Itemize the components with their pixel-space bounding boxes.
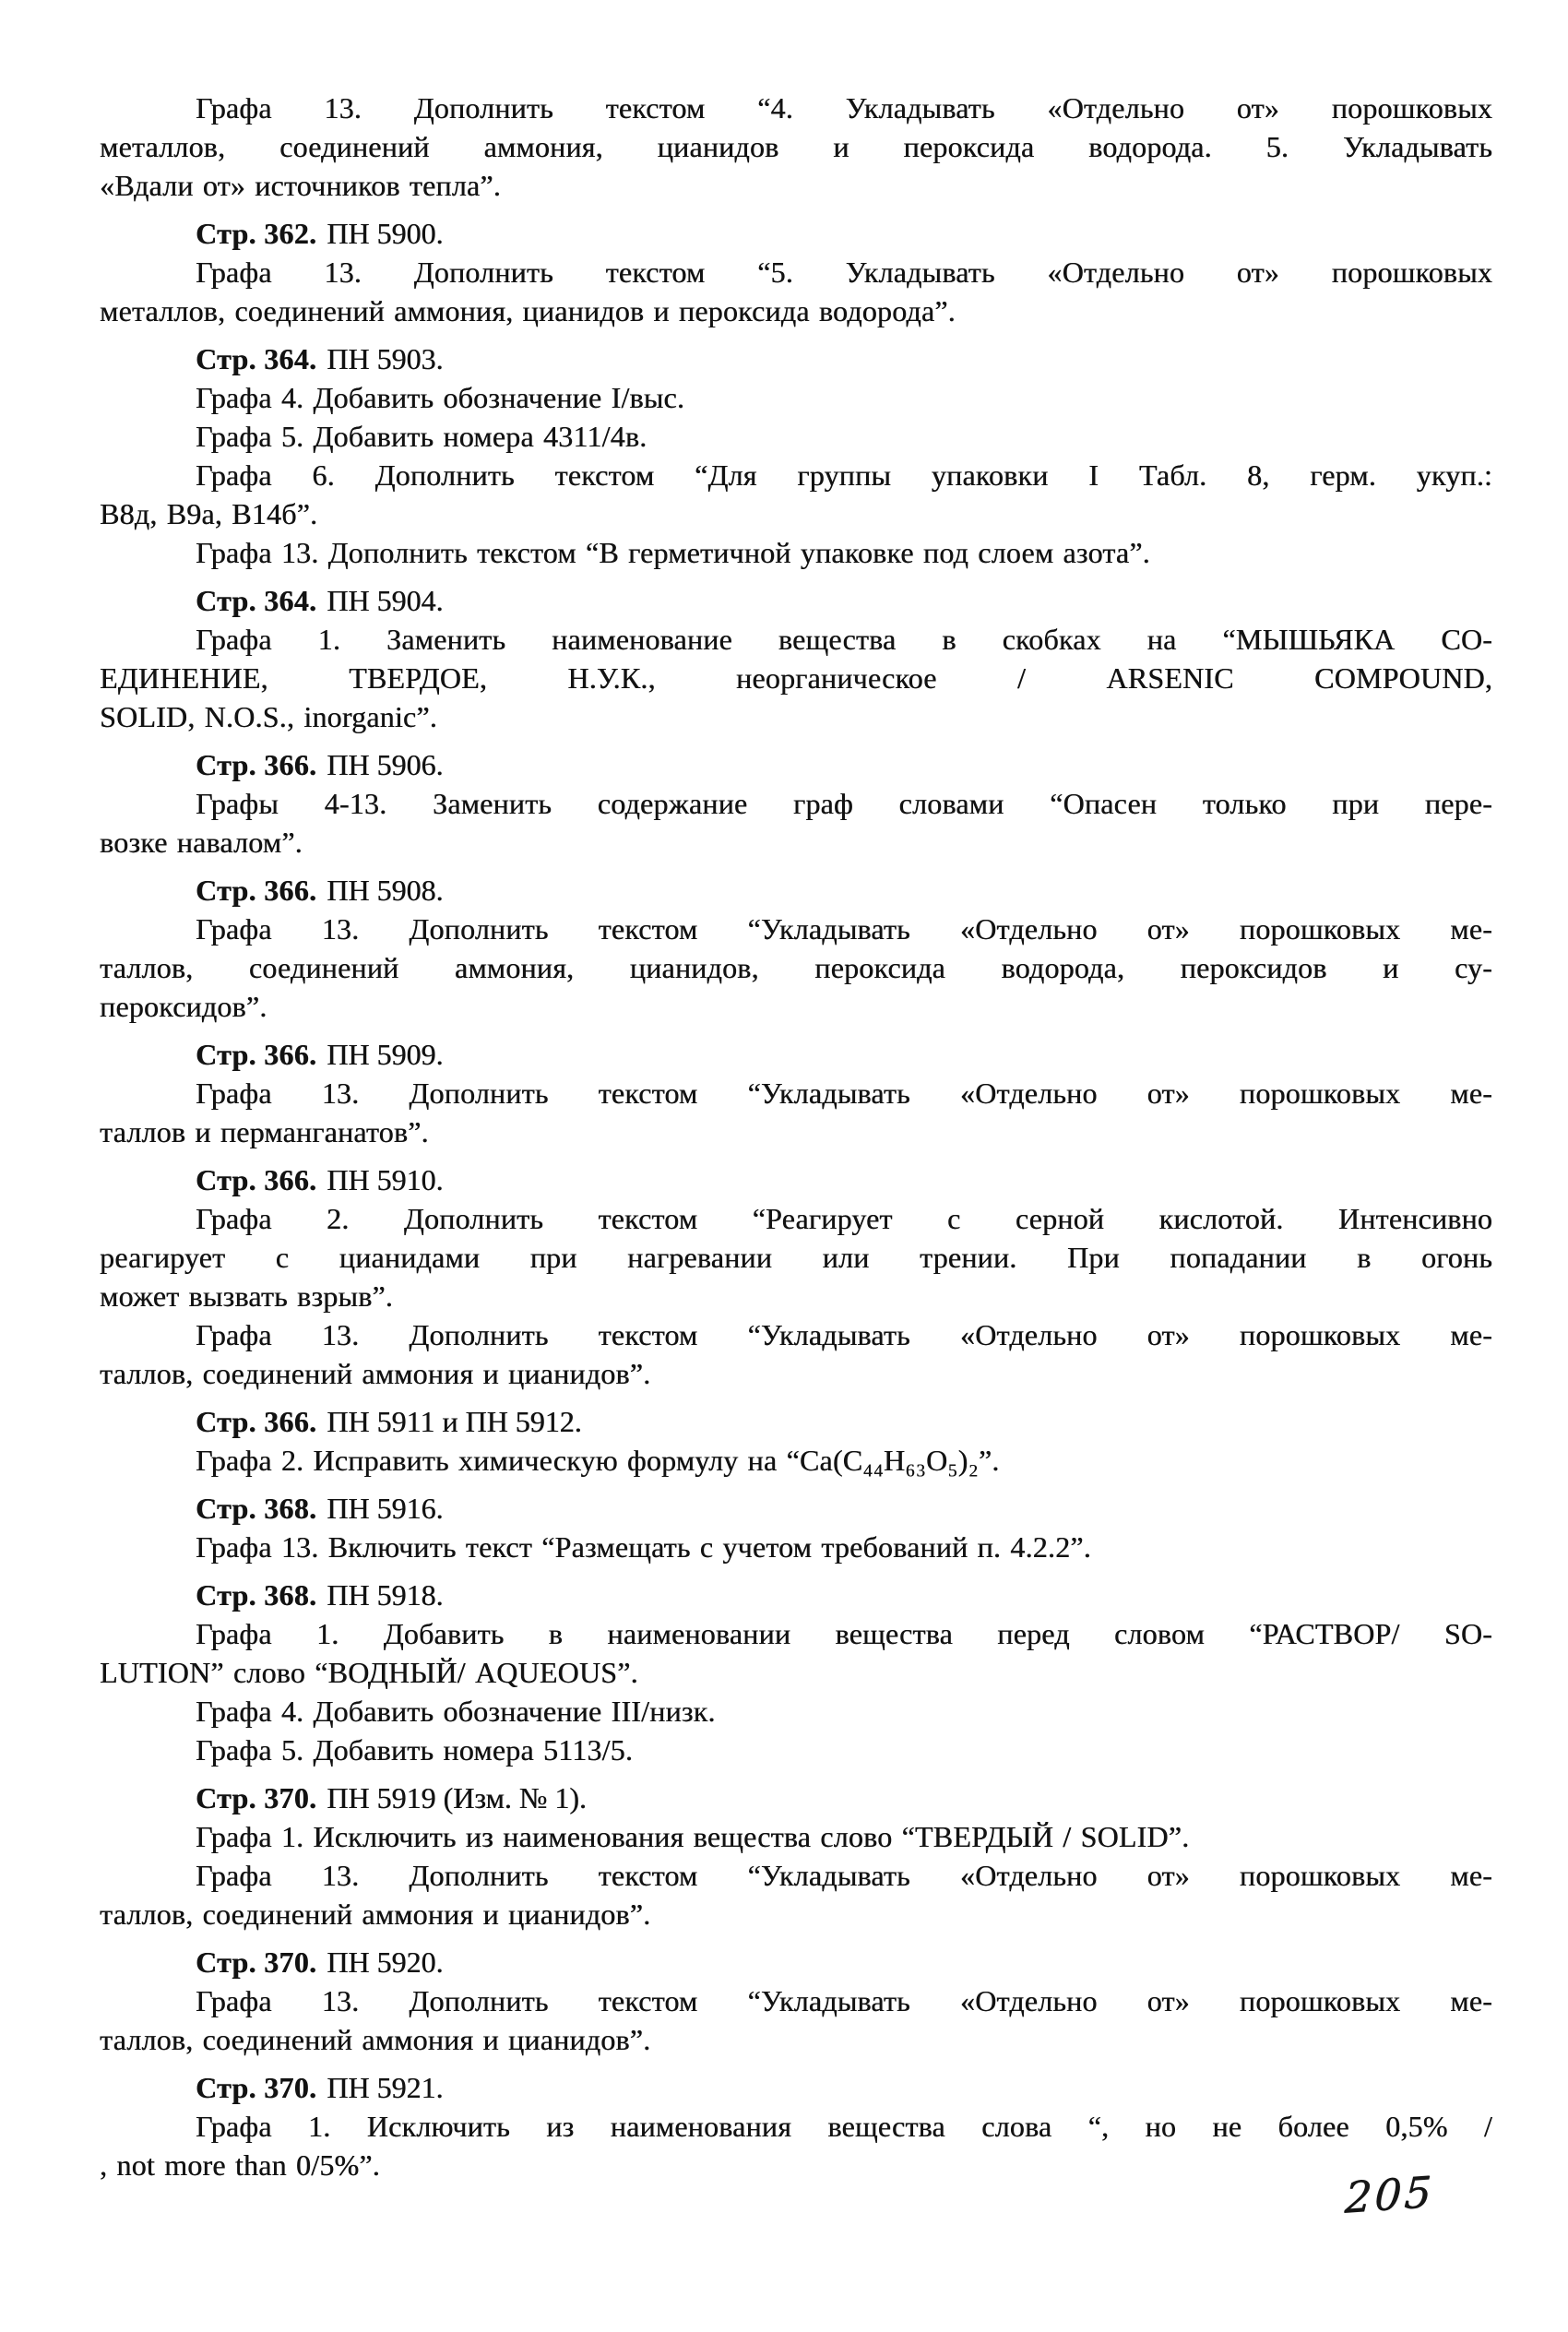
paragraph-line: Графа 1. Исключить из наименования вещества слова “, но не более 0,5% /	[196, 2110, 1492, 2143]
paragraph-line: Графа 5. Добавить номера 4311/4в.	[196, 420, 647, 453]
section-heading-page-ref: Стр. 366.	[196, 1038, 317, 1071]
section-heading-page-ref: Стр. 370.	[196, 1781, 317, 1814]
paragraph-line: Графа 13. Дополнить текстом “Укладывать «Отдельно от» порошковых ме-	[196, 912, 1492, 946]
section-heading	[100, 1576, 1492, 1614]
section-heading-item-ref: ПН 5910.	[327, 1163, 444, 1196]
paragraph-line: пероксидов”.	[100, 990, 267, 1023]
paragraph-line: Графа 6. Дополнить текстом “Для группы упаковки I Табл. 8, герм. укуп.:	[196, 458, 1492, 492]
section-heading	[100, 1402, 1492, 1441]
section-heading	[100, 339, 1492, 378]
paragraph-line: Графа 13. Дополнить текстом “Укладывать «Отдельно от» порошковых ме-	[196, 1984, 1492, 2017]
paragraph-line: Графа 13. Дополнить текстом “4. Укладывать «Отдельно от» порошковых	[196, 91, 1492, 125]
paragraph-line: Графа 1. Исключить из наименования вещества слово “ТВЕРДЫЙ / SOLID”.	[196, 1820, 1190, 1853]
paragraph-line: Графы 4-13. Заменить содержание граф словами “Опасен только при пере-	[196, 787, 1492, 820]
section-heading-page-ref: Стр. 364.	[196, 584, 317, 617]
paragraph-line: Графа 13. Дополнить текстом “Укладывать «Отдельно от» порошковых ме-	[196, 1318, 1492, 1351]
section-heading-page-ref: Стр. 368.	[196, 1578, 317, 1612]
section-heading-page-ref: Стр. 366.	[196, 874, 317, 907]
paragraph-line: реагирует с цианидами при нагревании или трении. При попадании в огонь	[100, 1241, 1492, 1274]
section-heading-item-ref: ПН 5916.	[327, 1492, 444, 1525]
paragraph-line: Графа 13. Дополнить текстом “Укладывать «Отдельно от» порошковых ме-	[196, 1077, 1492, 1110]
section-heading-item-ref: ПН 5911 и ПН 5912.	[327, 1405, 582, 1438]
paragraph-line: Графа 4. Добавить обозначение III/низк.	[196, 1695, 716, 1728]
section-heading	[100, 1160, 1492, 1199]
section-heading-page-ref: Стр. 366.	[196, 748, 317, 781]
paragraph-line: Графа 13. Дополнить текстом “5. Укладывать «Отдельно от» порошковых	[196, 256, 1492, 289]
paragraph-line: Графа 4. Добавить обозначение I/выс.	[196, 381, 685, 414]
section-heading-item-ref: ПН 5900.	[327, 217, 444, 250]
paragraph-line: В8д, В9а, В14б”.	[100, 497, 318, 530]
section-heading	[100, 1779, 1492, 1817]
section-heading	[100, 745, 1492, 784]
section-heading-item-ref: ПН 5918.	[327, 1578, 444, 1612]
section-heading	[100, 2068, 1492, 2107]
paragraph-line: Графа 1. Добавить в наименовании вещества перед словом “РАСТВОР/ SO-	[196, 1617, 1492, 1650]
paragraph-line: Графа 13. Дополнить текстом “Укладывать «Отдельно от» порошковых ме-	[196, 1859, 1492, 1892]
handwritten-page-number: 205	[1343, 2166, 1436, 2223]
paragraph-line: Графа 5. Добавить номера 5113/5.	[196, 1733, 634, 1767]
section-heading	[100, 1943, 1492, 1981]
paragraph-line: металлов, соединений аммония, цианидов и пероксида водорода. 5. Укладывать	[100, 130, 1492, 163]
paragraph-line: Графа 13. Включить текст “Размещать с учетом требований п. 4.2.2”.	[196, 1530, 1091, 1564]
paragraph-line: ЕДИНЕНИЕ, ТВЕРДОЕ, Н.У.К., неорганическое / ARSENIC COMPOUND,	[100, 661, 1492, 695]
paragraph-line: таллов и перманганатов”.	[100, 1115, 429, 1148]
section-heading-page-ref: Стр. 366.	[196, 1163, 317, 1196]
section-heading-item-ref: ПН 5908.	[327, 874, 444, 907]
section-heading	[100, 214, 1492, 253]
section-heading-item-ref: ПН 5909.	[327, 1038, 444, 1071]
paragraph-line: Графа 13. Дополнить текстом “В герметичной упаковке под слоем азота”.	[196, 536, 1150, 569]
paragraph-line: SOLID, N.O.S., inorganic”.	[100, 700, 437, 733]
section-heading-page-ref: Стр. 362.	[196, 217, 317, 250]
section-heading-item-ref: ПН 5921.	[327, 2071, 444, 2104]
paragraph-line: LUTION” слово “ВОДНЫЙ/ AQUEOUS”.	[100, 1656, 638, 1689]
section-heading-page-ref: Стр. 366.	[196, 1405, 317, 1438]
paragraph-line: Графа 2. Дополнить текстом “Реагирует с серной кислотой. Интенсивно	[196, 1202, 1492, 1235]
paragraph-line: металлов, соединений аммония, цианидов и пероксида водорода”.	[100, 294, 956, 327]
paragraph-line: таллов, соединений аммония и цианидов”.	[100, 1898, 651, 1931]
section-heading-item-ref: ПН 5920.	[327, 1945, 444, 1979]
paragraph-line: таллов, соединений аммония и цианидов”.	[100, 2023, 651, 2056]
section-heading-item-ref: ПН 5906.	[327, 748, 444, 781]
section-heading-page-ref: Стр. 368.	[196, 1492, 317, 1525]
paragraph-line: таллов, соединений аммония, цианидов, пероксида водорода, пероксидов и су-	[100, 951, 1492, 984]
document-text-column	[100, 89, 1492, 2184]
paragraph-line: «Вдали от» источников тепла”.	[100, 169, 501, 202]
section-heading	[100, 1035, 1492, 1074]
section-heading-item-ref: ПН 5919 (Изм. № 1).	[327, 1781, 587, 1814]
section-heading	[100, 581, 1492, 620]
section-heading	[100, 1489, 1492, 1528]
paragraph-line: , not more than 0/5%”.	[100, 2148, 380, 2182]
paragraph-line: возке навалом”.	[100, 826, 303, 859]
paragraph-line: может вызвать взрыв”.	[100, 1279, 393, 1313]
section-heading-page-ref: Стр. 370.	[196, 2071, 317, 2104]
paragraph-line: Графа 2. Исправить химическую формулу на “Ca(C₄₄H₆₃O₅)₂”.	[196, 1444, 1000, 1477]
section-heading-page-ref: Стр. 370.	[196, 1945, 317, 1979]
section-heading-item-ref: ПН 5904.	[327, 584, 444, 617]
section-heading	[100, 871, 1492, 910]
paragraph-line: таллов, соединений аммония и цианидов”.	[100, 1357, 651, 1390]
section-heading-page-ref: Стр. 364.	[196, 342, 317, 375]
paragraph-line: Графа 1. Заменить наименование вещества в скобках на “МЫШЬЯКА СО-	[196, 623, 1492, 656]
section-heading-item-ref: ПН 5903.	[327, 342, 444, 375]
